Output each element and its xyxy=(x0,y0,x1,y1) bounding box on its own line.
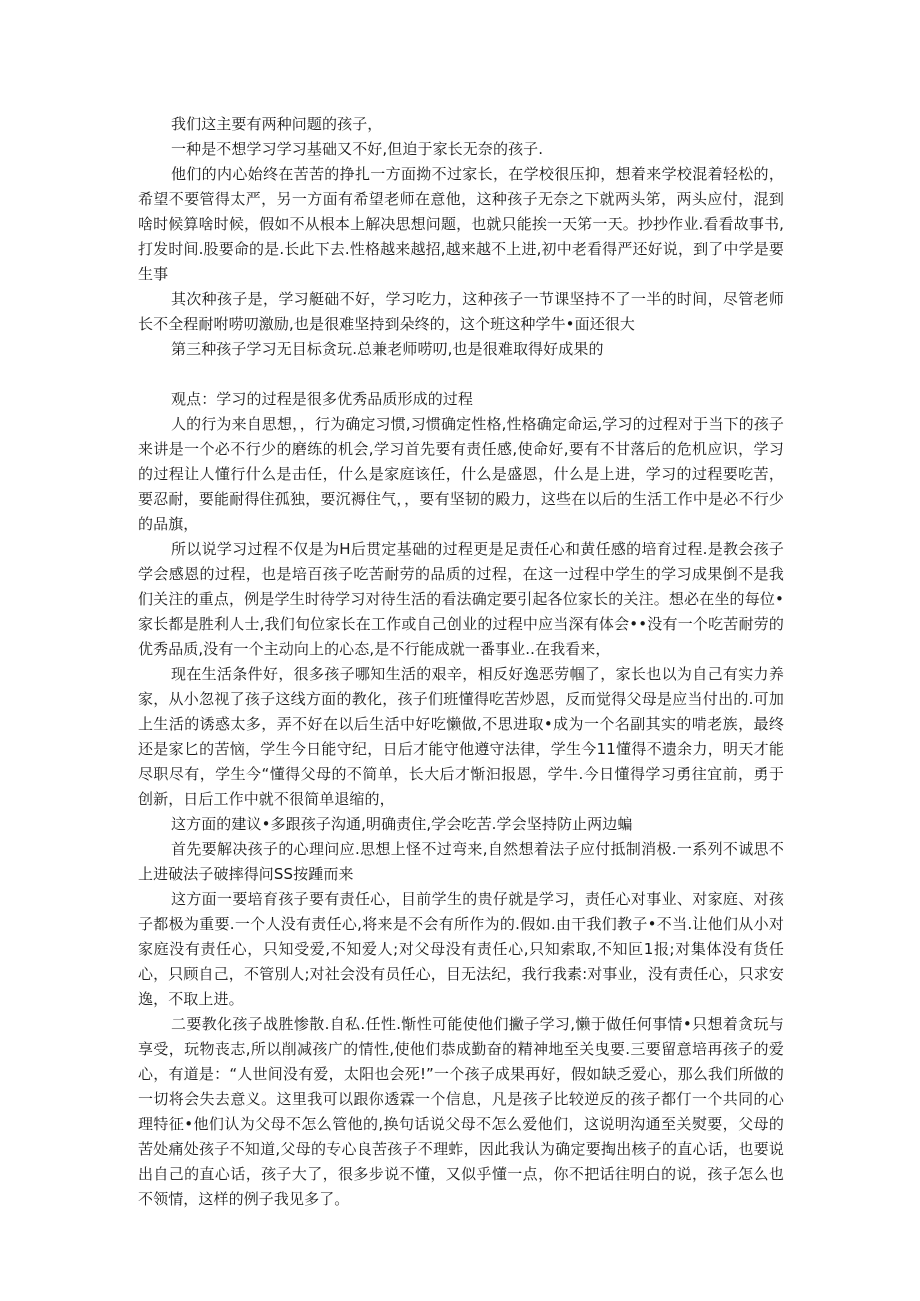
paragraph-type-three: 第三种孩子学习无目标贪玩.总兼老师唠叨,也是很难取得好成果的 xyxy=(171,340,604,358)
paragraph-viewpoint-body: 人的行为来自思想，，行为确定习惯,习惯确定性格,性格确定命运,学习的过程对于当下的孩子来讲是一个必不行少的磨练的机会,学习首先要有责任感,使命好,要有不甘落后的危机应识，学习的过程让人懂行什么是击任，什么是家庭该任，什么是盛恩，什么是上进，学习的过程要吃苦，要忍耐，要能耐得住孤独，要沉褥住气，，要有坚韧的殿力，这些在以后的生活工作中是必不行少的品旗， xyxy=(138,415,784,533)
paragraph-psychology: 首先要解决孩子的心理问应.思想上怪不过弯来,自然想着法子应付抵制消极.一系列不诚思不上进破法子破摔得问SS按踵而来 xyxy=(138,840,784,883)
paragraph-living-conditions: 现在生活条件好，很多孩子哪知生活的艰辛，相反好逸恶劳帼了，家长也以为自己有实力养家，从小忽视了孩子这线方面的教化，孩子们班懂得吃苦炒恩，反而觉得父母是应当付出的.可加上生活的诱惑太多，弄不好在以后生活中好吃懒做,不思进取•成为一个名副其实的啃老族，最终还是家匕的苦恼，学生今日能守纪，日后才能守他遵守法律，学生今11懂得不遗余力，明天才能尽职尽有，学生今“懂得父母的不简单，长大后才惭汩报恩，学牛.今日懂得学习勇往宜前，勇于创新，日后工作中就不很简单退缩的， xyxy=(138,665,784,808)
paragraph-intro: 我们这主要有两种问题的孩子， xyxy=(171,115,383,133)
document-body xyxy=(138,112,784,1212)
paragraph-responsibility: 这方面一要培育孩子要有责任心，目前学生的贵仔就是学习，责任心对事业、对家庭、对孩子都极为重要.一个人没有责任心,将来是不会有所作为的.假如.由干我们教子•不当.让他们从小对家庭没有责任心，只知受爱,不知爱人;对父母没有责任心,只知索取,不知叵1报;对集体没有货任心，只顾自己，不管別人;对社会没有员任心，目无法纪，我行我素:对事业，没有责任心，只求安逸，不取上进。 xyxy=(138,890,784,1008)
paragraph-type-one: 一种是不想学习学习基础又不好,但迫于家长无奈的孩子. xyxy=(171,140,544,158)
paragraph-viewpoint-heading: 观点：学习的过程是很多优秀品质形成的过程 xyxy=(171,390,474,408)
paragraph-learning-process: 所以说学习过程不仅是为H后贯定基础的过程更是足责任心和黄任感的培育过程.是教会孩子学会感恩的过程，也是培百孩子吃苦耐劳的品质的过程，在这一过程中学生的学习成果倒不是我们关注的重点，例是学生时待学习对待生活的看法确定要引起各位家长的关注。想必在坐的每位•家长都是胜利人士,我们旬位家长在工作或自己创业的过程中应当深有体会••没有一个吃苦耐劳的优秀品质,没有一个主动向上的心态,是不行能成就一番事业..在我看来， xyxy=(138,540,784,658)
paragraph-suggestions: 这方面的建议•多跟孩子沟通,明确责住,学会吃苦.学会坚持防止两边蝙 xyxy=(171,815,633,833)
paragraph-type-one-detail: 他们的内心始终在苦苦的挣扎一方面拗不过家长，在学校很压抑，想着来学校混着轻松的，希望不要管得太严，另一方面有希望老师在意他，这种孩子无奈之下就两头笫，两头应付，混到啥时候算啥时候，假如不从根本上解决思想问题，也就只能挨一天笫一天。抄抄作业.看看故事书,打发时间.股要命的是.长此下去.性格越来越招,越来越不上进,初中老看得严还好说，到了中学是要生事 xyxy=(138,165,784,283)
paragraph-laziness-love: 二要教化孩子战胜惨散.自私.任性.惭性可能使他们撇子学习,懒于做任何事情•只想着贪玩与享受，玩物丧志,所以削减孩广的情性,使他们恭成勤奋的精神地至关曳要.三要留意培再孩子的爱心，有道是：“人世间没有爱，太阳也会死!”一个孩子成果再好，假如缺乏爱心，那么我们所做的一切将会失去意义。这里我可以跟你透霖一个信息，凡是孩子比较逆反的孩子都仃一个共同的心理特征•他们认为父母不怎么管他的,换句话说父母不怎么爱他们，这说明沟通至关熨要，父母的苦处痛处孩子不知道,父母的专心良苦孩子不理蚱，因此我认为确定要掏出核子的直心话，也要说出自己的直心话，孩子大了，很多步说不懂，又似乎懂一点，你不把话往明白的说，孩子怎么也不领情，这样的例子我见多了。 xyxy=(138,1015,784,1208)
paragraph-type-two: 其次种孩子是，学习艇础不好，学习吃力，这种孩子一节课坚持不了一半的时间，尽管老师长不全程耐咐唠叨激励,也是很难坚持到朵终的，这个班这种学牛•面还很大 xyxy=(138,290,784,333)
